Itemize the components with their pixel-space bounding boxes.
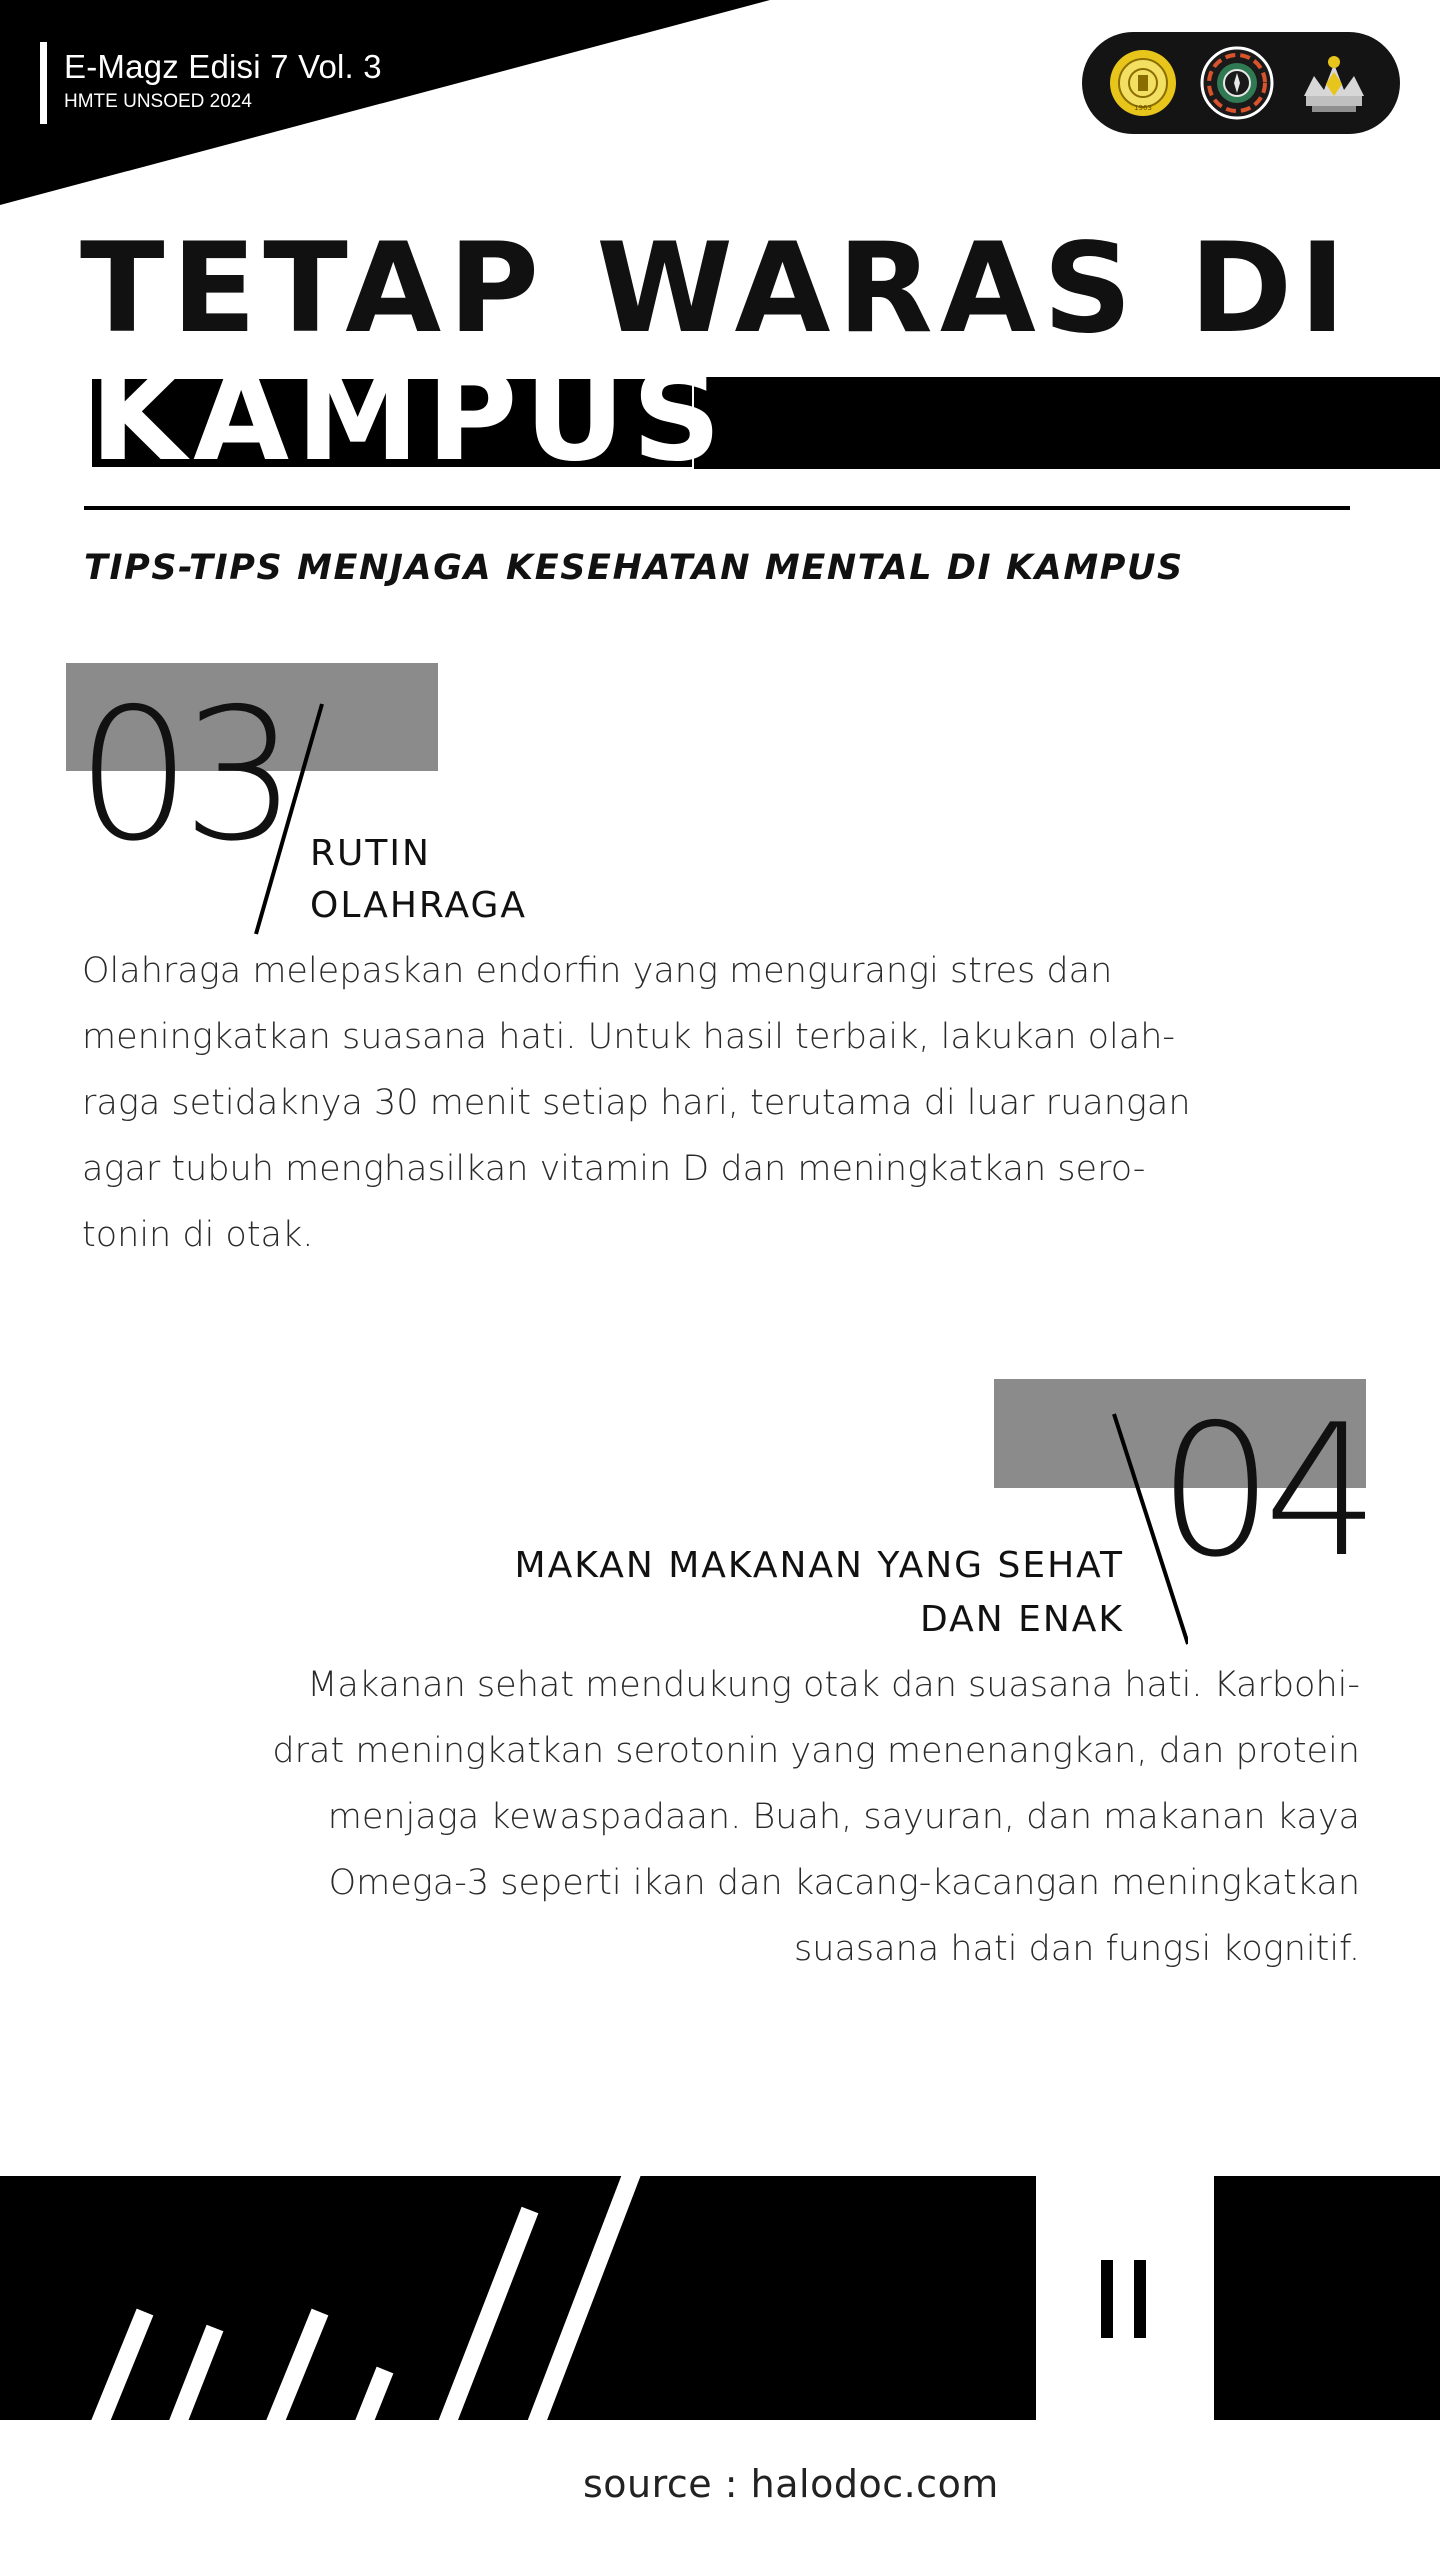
publisher-label: HMTE UNSOED 2024 [64,91,252,112]
tip-03-body-line: meningkatkan suasana hati. Untuk hasil terbaik, lakukan olah- [82,1017,1176,1057]
svg-text:1963: 1963 [1134,104,1152,112]
university-seal-logo [1108,48,1178,118]
tip-03-body-line: tonin di otak. [82,1215,314,1255]
footer-black-bar-right [1214,2176,1440,2420]
tip-03-body-line: Olahraga melepaskan endorfin yang mengurangi stres dan [82,951,1113,991]
tip-04-body [272,1652,1360,1982]
article-title-line1: TETAP WARAS DI [80,217,1353,361]
tip-03-body-line: agar tubuh menghasilkan vitamin D dan meningkatkan sero- [82,1149,1146,1189]
magazine-title: E-Magz Edisi 7 Vol. 3 [64,48,382,85]
page-marker-text: II [0,2090,1,2091]
hmte-gear-logo [1200,46,1274,120]
logo-group [1082,32,1400,134]
tip-04-heading-line1: MAKAN MAKANAN YANG SEHAT [514,1545,1124,1586]
tip-04-body-line: drat meningkatkan serotonin yang menenangkan, dan protein [272,1731,1360,1771]
footer-black-bar-left [0,2176,1036,2420]
tip-03-number: 03 [76,669,288,881]
tip-03-body-line: raga setidaknya 30 menit setiap hari, terutama di luar ruangan [82,1083,1191,1123]
tip-03-heading-line2: OLAHRAGA [310,885,527,926]
tip-04-body-line: suasana hati dan fungsi kognitif. [794,1929,1360,1969]
tip-04-number: 04 [1158,1385,1370,1597]
page-marker-bar [1134,2260,1146,2338]
tip-04-heading-line2: DAN ENAK [920,1599,1124,1640]
tip-04-body-line: menjaga kewaspadaan. Buah, sayuran, dan makanan kaya [327,1797,1360,1837]
tip-03-heading-line1: RUTIN [310,833,431,874]
source-credit: source : halodoc.com [583,2462,999,2506]
tip-03-body [82,938,1191,1268]
article-subtitle: TIPS-TIPS MENJAGA KESEHATAN MENTAL DI KAMPUS [84,548,1184,588]
crown-emblem-logo [1296,46,1372,120]
title-divider [84,506,1350,510]
header-accent-bar [40,42,47,124]
article-title-line2: KAMPUS [90,345,729,489]
tip-04-body-line: Makanan sehat mendukung otak dan suasana hati. Karbohi- [307,1665,1360,1705]
tip-04-body-line: Omega-3 seperti ikan dan kacang-kacangan meningkatkan [328,1863,1360,1903]
page-marker-bar [1101,2260,1113,2338]
